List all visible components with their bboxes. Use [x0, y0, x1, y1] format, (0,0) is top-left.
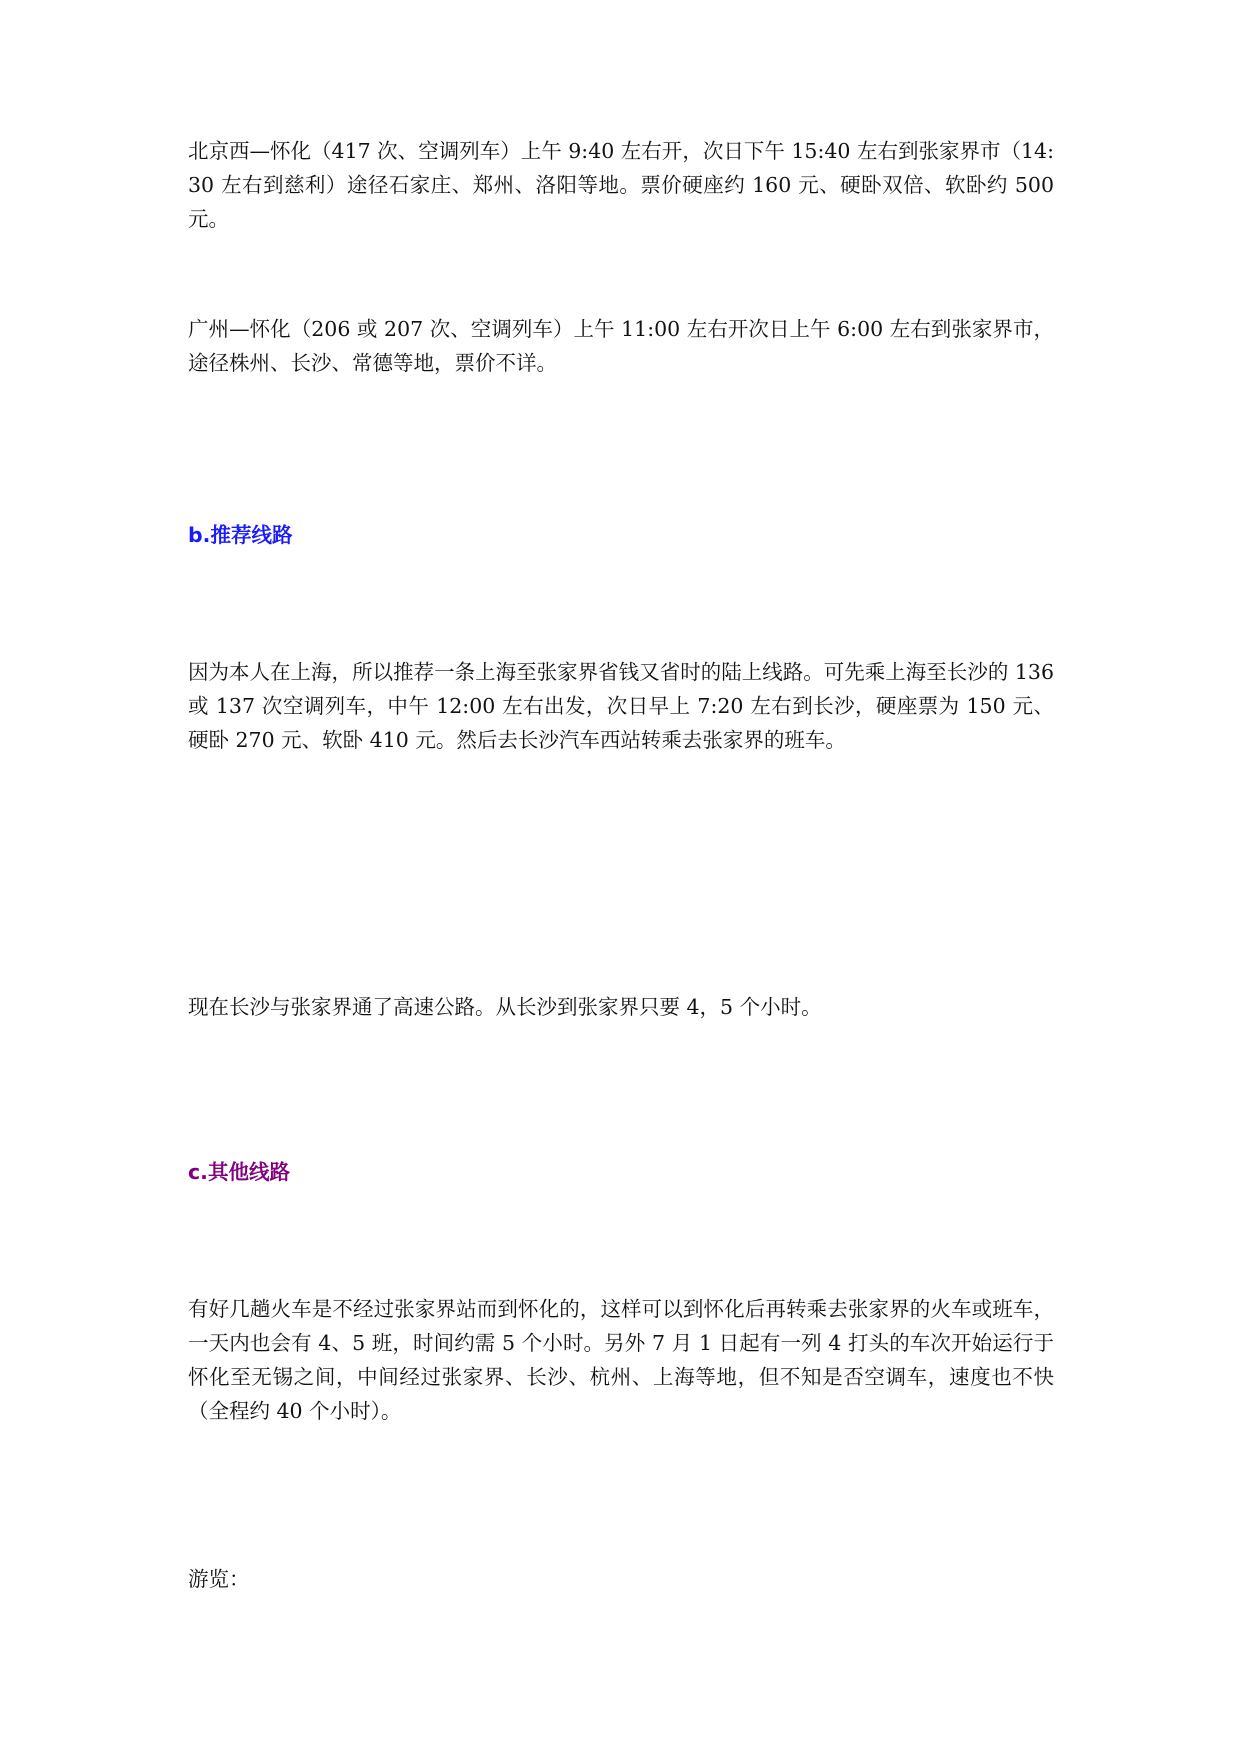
- paragraph-shanghai-route: 因为本人在上海，所以推荐一条上海至张家界省钱又省时的陆上线路。可先乘上海至长沙的 136 或 137 次空调列车，中午 12:00 左右出发，次日早上 7:20 左右到长沙，硬座票为 150 元、硬卧 270 元、软卧 410 元。然后去长沙汽车西站转乘去张家界的班车。: [188, 660, 1054, 752]
- paragraph-other-trains: 有好几趟火车是不经过张家界站而到怀化的，这样可以到怀化后再转乘去张家界的火车或班车，一天内也会有 4、5 班，时间约需 5 个小时。另外 7 月 1 日起有一列 4 打头的车次开始运行于怀化至无锡之间，中间经过张家界、长沙、杭州、上海等地，但不知是否空调车，速度也不快（全程约 40 个小时）。: [188, 1297, 1054, 1423]
- heading-recommended-route: b.推荐线路: [188, 523, 293, 547]
- paragraph-sightseeing-label: 游览：: [188, 1567, 250, 1591]
- heading-other-routes: c.其他线路: [188, 1160, 290, 1184]
- paragraph-highway-note: 现在长沙与张家界通了高速公路。从长沙到张家界只要 4，5 个小时。: [188, 995, 822, 1019]
- paragraph-guangzhou-huaihua-train: 广州—怀化（206 或 207 次、空调列车）上午 11:00 左右开次日上午 6:00 左右到张家界市，途径株州、长沙、常德等地，票价不详。: [188, 317, 1054, 375]
- paragraph-beijing-huaihua-train: 北京西—怀化（417 次、空调列车）上午 9:40 左右开，次日下午 15:40 左右到张家界市（14:30 左右到慈利）途径石家庄、郑州、洛阳等地。票价硬座约 160 元、硬卧双倍、软卧约 500 元。: [188, 139, 1054, 231]
